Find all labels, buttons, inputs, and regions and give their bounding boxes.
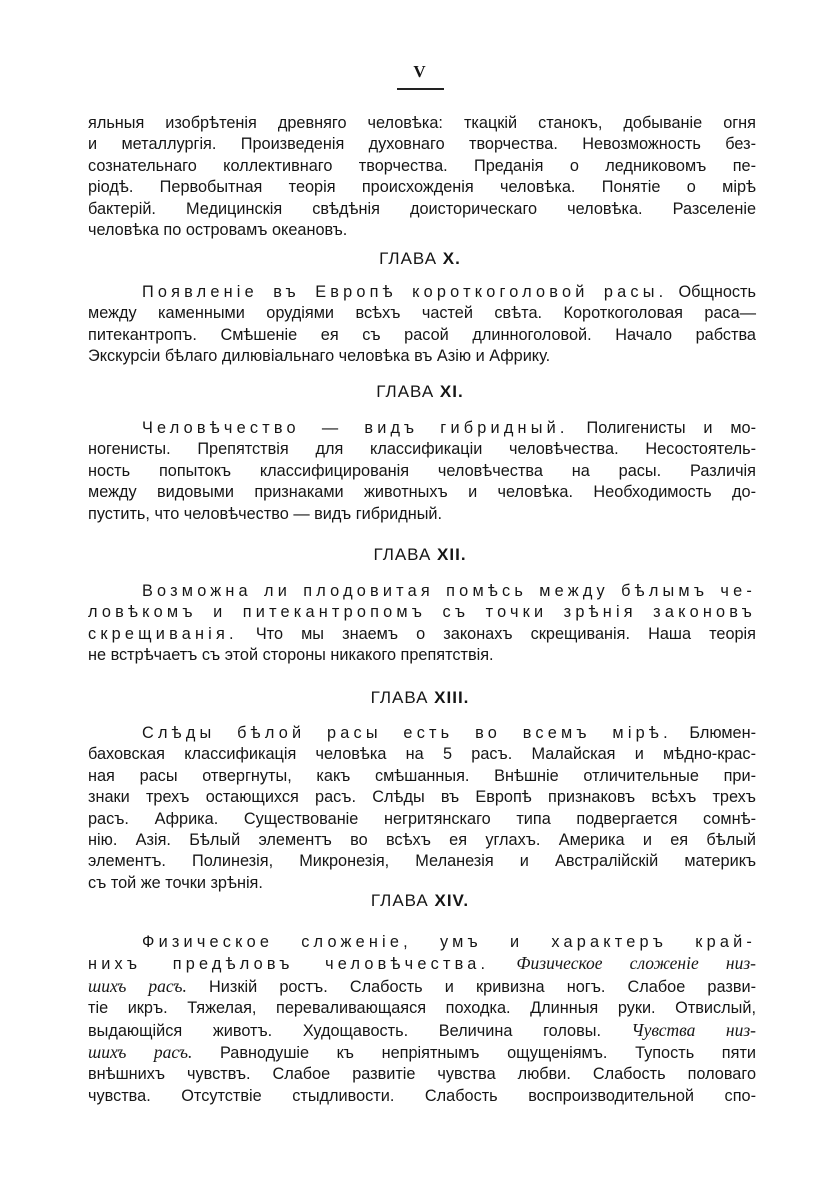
text-line: сознательнаго коллективнаго творчества. Преданія о ледниковомъ пе-	[88, 156, 756, 175]
text-line: расъ. Африка. Существованіе негритянскаго типа подвергается сомнѣ-	[88, 809, 756, 828]
text-line: ность попытокъ классифицированія человѣчества на расы. Различія	[88, 461, 756, 480]
chapter-label: ГЛАВА	[370, 891, 429, 910]
chapter-number: X.	[442, 249, 461, 268]
page-number: V	[413, 62, 427, 81]
text-line: яльныя изобрѣтенія древняго человѣка: ткацкій станокъ, добываніе огня	[88, 114, 756, 132]
text-line: Возможна ли плодовитая помѣсь между бѣлымъ че-	[142, 582, 756, 600]
text-line: выдающійся животъ. Худощавость. Величина головы. Чувства низ-	[88, 1019, 756, 1040]
intro-paragraph	[88, 113, 756, 241]
text-line: шихъ расъ. Равнодушіе къ непріятнымъ ощущеніямъ. Тупость пяти	[88, 1042, 756, 1063]
text-line: ногенисты. Препятствія для классификаціи человѣчества. Несостоятель-	[88, 440, 756, 459]
text-line: между каменными орудіями всѣхъ частей свѣта. Короткоголовая раса—	[88, 304, 756, 323]
chapter-number: XI.	[439, 382, 464, 401]
chapter-summary	[88, 581, 756, 667]
chapter-label: ГЛАВА	[376, 382, 435, 401]
text-line: пустить, что человѣчество — видъ гибридный.	[88, 504, 443, 523]
chapter-heading	[0, 382, 840, 402]
text-line: ріодѣ. Первобытная теорія происхожденія человѣка. Понятіе о мірѣ	[88, 178, 756, 197]
text-line: баховская классификація человѣка на 5 расъ. Малайская и мѣдно-крас-	[88, 745, 756, 764]
text-line: внѣшнихъ чувствъ. Слабое развитіе чувства любви. Слабость половаго	[88, 1065, 756, 1084]
text-line: Появленіе въ Европѣ короткоголовой расы. Общность	[142, 283, 756, 301]
chapter-summary	[88, 282, 756, 368]
text-line: скрещиванія. Что мы знаемъ о законахъ скрещиванія. Наша теорія	[88, 624, 756, 643]
chapter-heading	[0, 688, 840, 708]
text-line: съ той же точки зрѣнія.	[88, 873, 263, 892]
text-line: нихъ предѣловъ человѣчества. Физическое сложеніе низ-	[88, 953, 756, 974]
chapter-heading	[0, 545, 840, 565]
chapter-number: XIII.	[434, 688, 470, 707]
chapter-label: ГЛАВА	[370, 688, 429, 707]
text-line: чувства. Отсутствіе стыдливости. Слабость воспроизводительной спо-	[88, 1086, 756, 1105]
chapter-heading	[0, 249, 840, 269]
text-line: человѣка по островамъ океановъ.	[88, 221, 348, 240]
chapter-label: ГЛАВА	[379, 249, 438, 268]
text-line: знаки трехъ остающихся расъ. Слѣды въ Европѣ признаковъ всѣхъ трехъ	[88, 788, 756, 807]
text-line: Физическое сложеніе, умъ и характеръ край-	[142, 933, 756, 951]
text-line: и металлургія. Произведенія духовнаго творчества. Невозможность без-	[88, 135, 756, 154]
text-line: элементъ. Полинезія, Микронезія, Меланезія и Австралійскій материкъ	[88, 852, 756, 871]
text-line: нію. Азія. Бѣлый элементъ во всѣхъ ея углахъ. Америка и ея бѣлый	[88, 831, 756, 850]
page-number-underline	[397, 88, 444, 90]
text-line: питекантропъ. Смѣшеніе ея съ расой длинноголовой. Начало рабства	[88, 325, 756, 344]
chapter-label: ГЛАВА	[373, 545, 432, 564]
text-line: шихъ расъ. Низкій ростъ. Слабость и кривизна ногъ. Слабое разви-	[88, 975, 756, 996]
chapter-summary	[88, 932, 756, 1107]
text-line: Слѣды бѣлой расы есть во всемъ мірѣ. Блюмен-	[142, 724, 757, 742]
chapter-number: XII.	[437, 545, 467, 564]
text-line: тіе икръ. Тяжелая, переваливающаяся походка. Длинныя руки. Отвислый,	[88, 999, 756, 1018]
chapter-number: XIV.	[434, 891, 470, 910]
text-line: между видовыми признаками животныхъ и человѣка. Необходимость до-	[88, 483, 756, 502]
chapter-heading	[0, 891, 840, 911]
text-line: бактерій. Медицинскія свѣдѣнія доисторическаго человѣка. Разселеніе	[88, 199, 756, 218]
text-line: Человѣчество — видъ гибридный. Полигенисты и мо-	[142, 419, 756, 437]
text-line: ная расы отвергнуты, какъ смѣшанныя. Внѣшніе отличительные при-	[88, 766, 756, 785]
text-line: ловѣкомъ и питекантропомъ съ точки зрѣнія законовъ	[88, 603, 756, 622]
text-line: Экскурсіи бѣлаго дилювіальнаго человѣка въ Азію и Африку.	[88, 347, 551, 366]
text-line: не встрѣчаетъ съ этой стороны никакого препятствія.	[88, 646, 494, 665]
chapter-summary	[88, 418, 756, 525]
chapter-summary	[88, 723, 756, 894]
